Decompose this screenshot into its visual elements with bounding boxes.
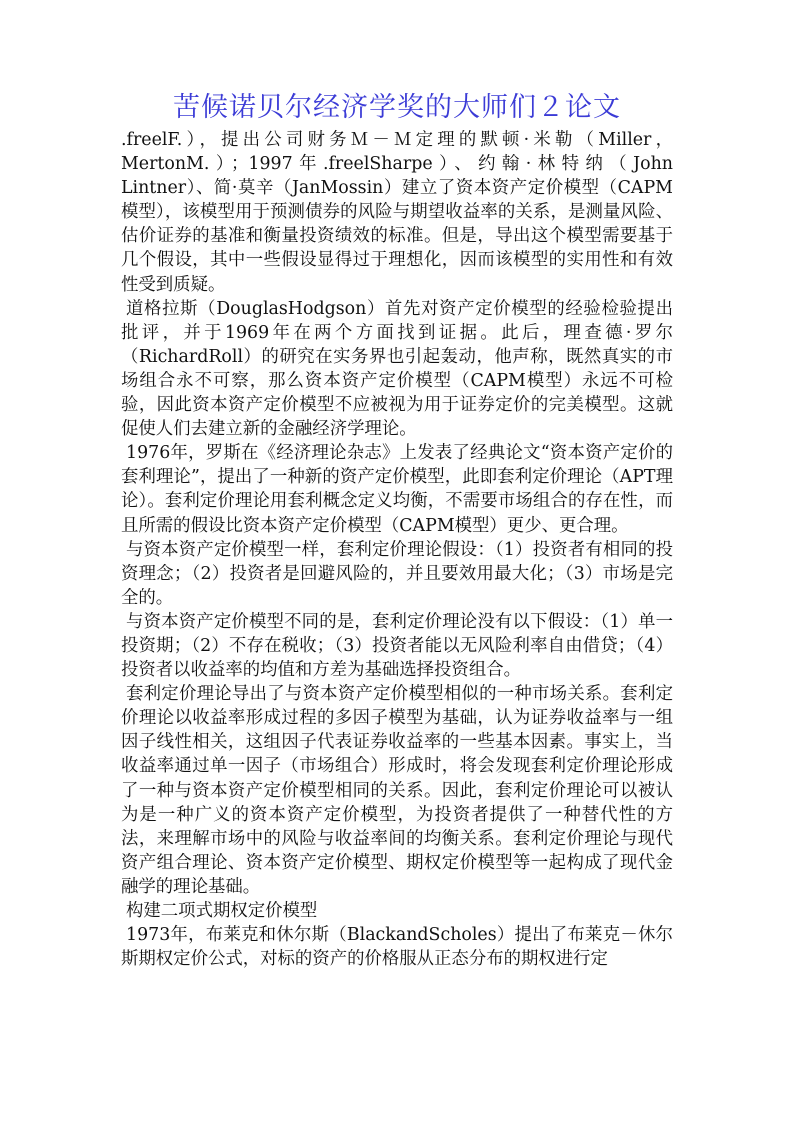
section-heading: 构建二项式期权定价模型 [126, 901, 318, 921]
paragraph: 与资本资产定价模型一样，套利定价理论假设：（1）投资者有相同的投资理念；（2）投资者是回避风险的，并且要效用最大化；（3）市场是完全的。 [121, 539, 673, 608]
document-title: 苦候诺贝尔经济学奖的大师们２论文 [173, 92, 621, 123]
paragraph: 与资本资产定价模型不同的是，套利定价理论没有以下假设：（1）单一投资期；（2）不存在税收；（3）投资者能以无风险利率自由借贷；（4）投资者以收益率的均值和方差为基础选择投资组合。 [121, 611, 673, 681]
paragraph: 套利定价理论导出了与资本资产定价模型相似的一种市场关系。套利定价理论以收益率形成过程的多因子模型为基础，认为证券收益率与一组因子线性相关，这组因子代表证券收益率的一些基本因素。事实上，当收益率通过单一因子（市场组合）形成时，将会发现套利定价理论形成了一种与资本资产定价模型相同的关系。因此，套利定价理论可以被认为是一种广义的资本资产定价模型，为投资者提供了一种替代性的方法，来理解市场中的风险与收益率间的均衡关系。套利定价理论与现代资产组合理论、资本资产定价模型、期权定价模型等一起构成了现代金融学的理论基础。 [121, 684, 673, 897]
paragraph: 1976年，罗斯在《经济理论杂志》上发表了经典论文“资本资产定价的套利理论”，提出了一种新的资产定价模型，此即套利定价理论（APT理论）。套利定价理论用套利概念定义均衡，不需要市场组合的存在性，而且所需的假设比资本资产定价模型（CAPM模型）更少、更合理。 [121, 443, 673, 536]
paragraph: .freelF.），提出公司财务Ｍ－Ｍ定理的默顿·米勒（Miller，MertonM.）；1997年.freelSharpe）、约翰·林特纳（John Lintner）、简·莫辛（JanMossin）建立了资本资产定价模型（CAPM模型），该模型用于预测债券的风险与期望收益率的关系，是测量风险、估价证券的基准和衡量投资绩效的标准。但是，导出这个模型需要基于几个假设，其中一些假设显得过于理想化，因而该模型的实用性和有效性受到质疑。 [121, 130, 673, 295]
paragraph: 1973年，布莱克和休尔斯（BlackandScholes）提出了布莱克－休尔斯期权定价公式，对标的资产的价格服从正态分布的期权进行定 [121, 925, 673, 970]
paragraph: 道格拉斯（DouglasHodgson）首先对资产定价模型的经验检验提出批评，并于1969年在两个方面找到证据。此后，理查德·罗尔（RichardRoll）的研究在实务界也引起轰动，他声称，既然真实的市场组合永不可察，那么资本资产定价模型（CAPM模型）永远不可检验，因此资本资产定价模型不应被视为用于证券定价的完美模型。这就促使人们去建立新的金融经济学理论。 [121, 298, 673, 440]
document-body [121, 128, 673, 971]
